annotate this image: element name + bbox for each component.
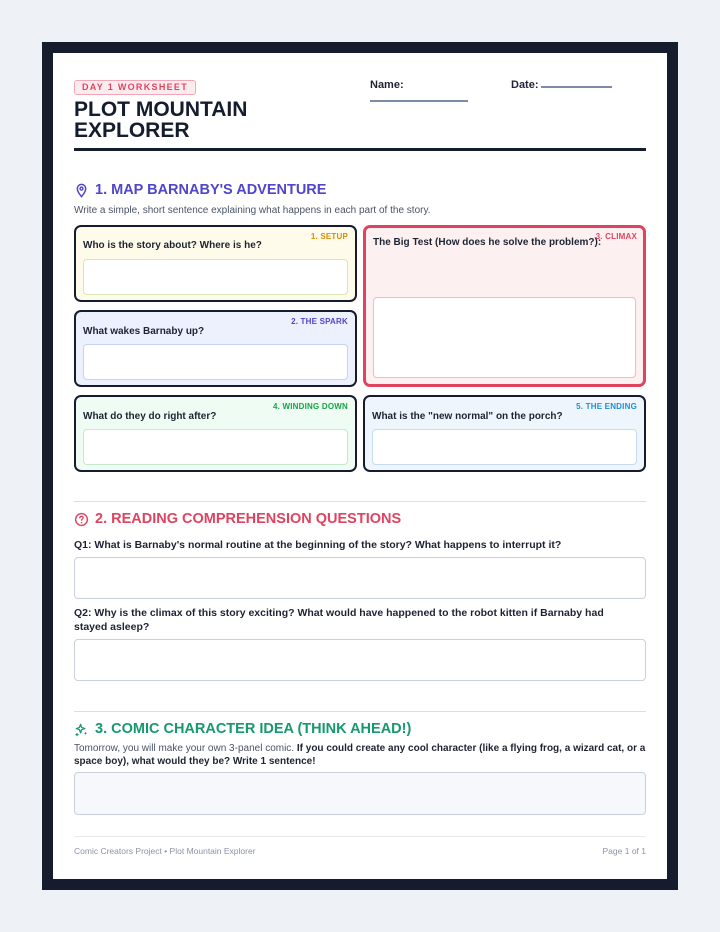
card-spark-answer[interactable]: [83, 344, 348, 380]
date-label: Date:: [511, 79, 539, 91]
section1-heading: [74, 182, 326, 198]
section3-prompt: [74, 742, 649, 768]
question-circle-icon: [74, 512, 89, 527]
section3-prompt-bold: If you could create any cool character (like a flying frog, a wizard cat, or a space boy), what would they be? Write 1 sentence!: [74, 743, 646, 767]
card-ending-answer[interactable]: [372, 429, 637, 465]
card-winding-down-question: What do they do right after?: [83, 411, 217, 422]
question-2-answer[interactable]: [74, 639, 646, 681]
name-field[interactable]: [370, 100, 468, 102]
section3-title: 3. COMIC CHARACTER IDEA (THINK AHEAD!): [95, 721, 412, 737]
sparkle-icon: [74, 722, 89, 737]
map-pin-icon: [74, 183, 89, 198]
header-rule: [74, 148, 646, 151]
section3-heading: [74, 721, 411, 737]
card-winding-down-tag: 4. WINDING DOWN: [273, 402, 348, 411]
card-spark: [74, 310, 357, 387]
card-setup-question: Who is the story about? Where is he?: [83, 240, 262, 251]
footer-project: Comic Creators Project • Plot Mountain Explorer: [74, 846, 256, 856]
card-spark-tag: 2. THE SPARK: [291, 317, 348, 326]
card-ending-question: What is the "new normal" on the porch?: [372, 411, 563, 422]
name-label: Name:: [370, 79, 404, 91]
card-spark-question: What wakes Barnaby up?: [83, 326, 205, 337]
footer-rule: [74, 836, 646, 837]
worksheet-page: [53, 53, 667, 879]
card-setup-answer[interactable]: [83, 259, 348, 295]
question-1-answer[interactable]: [74, 557, 646, 599]
section-divider: [74, 711, 646, 712]
character-idea-answer[interactable]: [74, 772, 646, 815]
date-field[interactable]: [541, 86, 612, 88]
section-divider: [74, 501, 646, 502]
section3-prompt-plain: Tomorrow, you will make your own 3-panel comic.: [74, 743, 297, 754]
card-setup: [74, 225, 357, 302]
card-climax-answer[interactable]: [373, 297, 636, 378]
card-climax-question: The Big Test (How does he solve the problem?):: [373, 237, 602, 248]
footer-page-number: Page 1 of 1: [602, 846, 646, 856]
section1-title: 1. MAP BARNABY'S ADVENTURE: [95, 182, 327, 198]
section1-subtitle: Write a simple, short sentence explaining what happens in each part of the story.: [74, 205, 431, 216]
worksheet-badge: DAY 1 WORKSHEET: [74, 80, 196, 95]
question-2: Q2: Why is the climax of this story exciting? What would have happened to the robot kitten if Barnaby had stayed asleep?: [74, 607, 604, 633]
section2-heading: [74, 511, 401, 527]
card-winding-down-answer[interactable]: [83, 429, 348, 465]
question-1: Q1: What is Barnaby's normal routine at the beginning of the story? What happens to interrupt it?: [74, 539, 562, 551]
card-ending-tag: 5. THE ENDING: [576, 402, 637, 411]
worksheet-title: PLOT MOUNTAIN EXPLORER: [74, 98, 248, 142]
card-setup-tag: 1. SETUP: [310, 232, 348, 241]
card-climax: [363, 225, 646, 387]
card-climax-tag: 3. CLIMAX: [595, 232, 637, 241]
card-winding-down: [74, 395, 357, 472]
section2-title: 2. READING COMPREHENSION QUESTIONS: [95, 511, 402, 527]
card-ending: [363, 395, 646, 472]
